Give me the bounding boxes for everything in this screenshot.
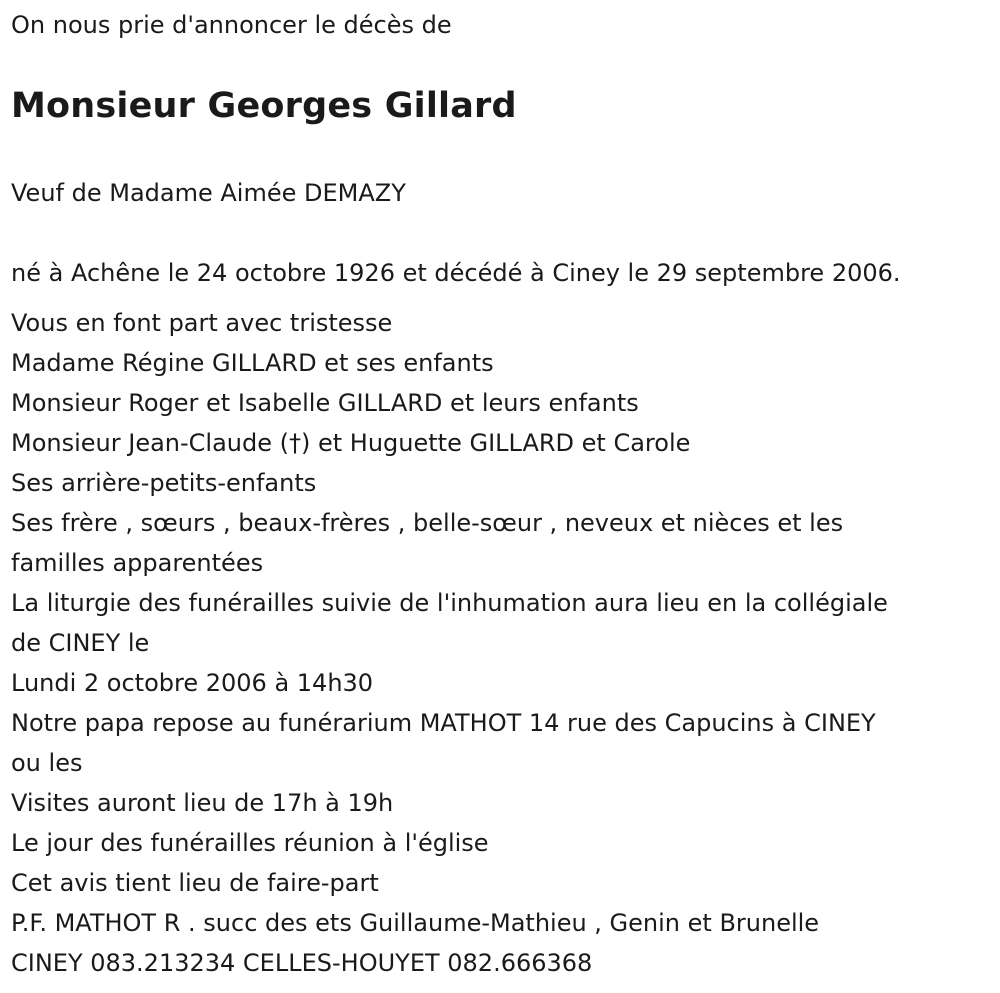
notice-line-liturgy-place: de CINEY le [11, 629, 150, 657]
notice-line-funerarium: Notre papa repose au funérarium MATHOT 14 rue des Capucins à CINEY [11, 709, 876, 737]
notice-line-related-families: familles apparentées [11, 549, 264, 577]
notice-line-announcement: Vous en font part avec tristesse [11, 309, 393, 337]
widow-line: Veuf de Madame Aimée DEMAZY [11, 179, 406, 207]
notice-line-funeral-director: P.F. MATHOT R . succ des ets Guillaume-Mathieu , Genin et Brunelle [11, 909, 820, 937]
notice-line-funeral-date: Lundi 2 octobre 2006 à 14h30 [11, 669, 374, 697]
notice-line-visits: Visites auront lieu de 17h à 19h [11, 789, 394, 817]
birth-death-dates: né à Achêne le 24 octobre 1926 et décédé à Ciney le 29 septembre 2006. [11, 259, 901, 287]
notice-line-family-roger: Monsieur Roger et Isabelle GILLARD et leurs enfants [11, 389, 639, 417]
intro-text: On nous prie d'annoncer le décès de [11, 11, 452, 39]
notice-line-family-jean-claude: Monsieur Jean-Claude (†) et Huguette GILLARD et Carole [11, 429, 691, 457]
notice-line-family-regine: Madame Régine GILLARD et ses enfants [11, 349, 494, 377]
notice-line-meeting: Le jour des funérailles réunion à l'église [11, 829, 489, 857]
notice-line-liturgy: La liturgie des funérailles suivie de l'inhumation aura lieu en la collégiale [11, 589, 888, 617]
notice-body [11, 303, 996, 983]
notice-line-great-grandchildren: Ses arrière-petits-enfants [11, 469, 317, 497]
notice-line-faire-part: Cet avis tient lieu de faire-part [11, 869, 379, 897]
notice-line-siblings: Ses frère , sœurs , beaux-frères , belle-sœur , neveux et nièces et les [11, 509, 844, 537]
notice-line-phone-numbers: CINEY 083.213234 CELLES-HOUYET 082.666368 [11, 949, 593, 977]
deceased-name: Monsieur Georges Gillard [11, 86, 517, 126]
notice-line-funerarium-cont: ou les [11, 749, 83, 777]
